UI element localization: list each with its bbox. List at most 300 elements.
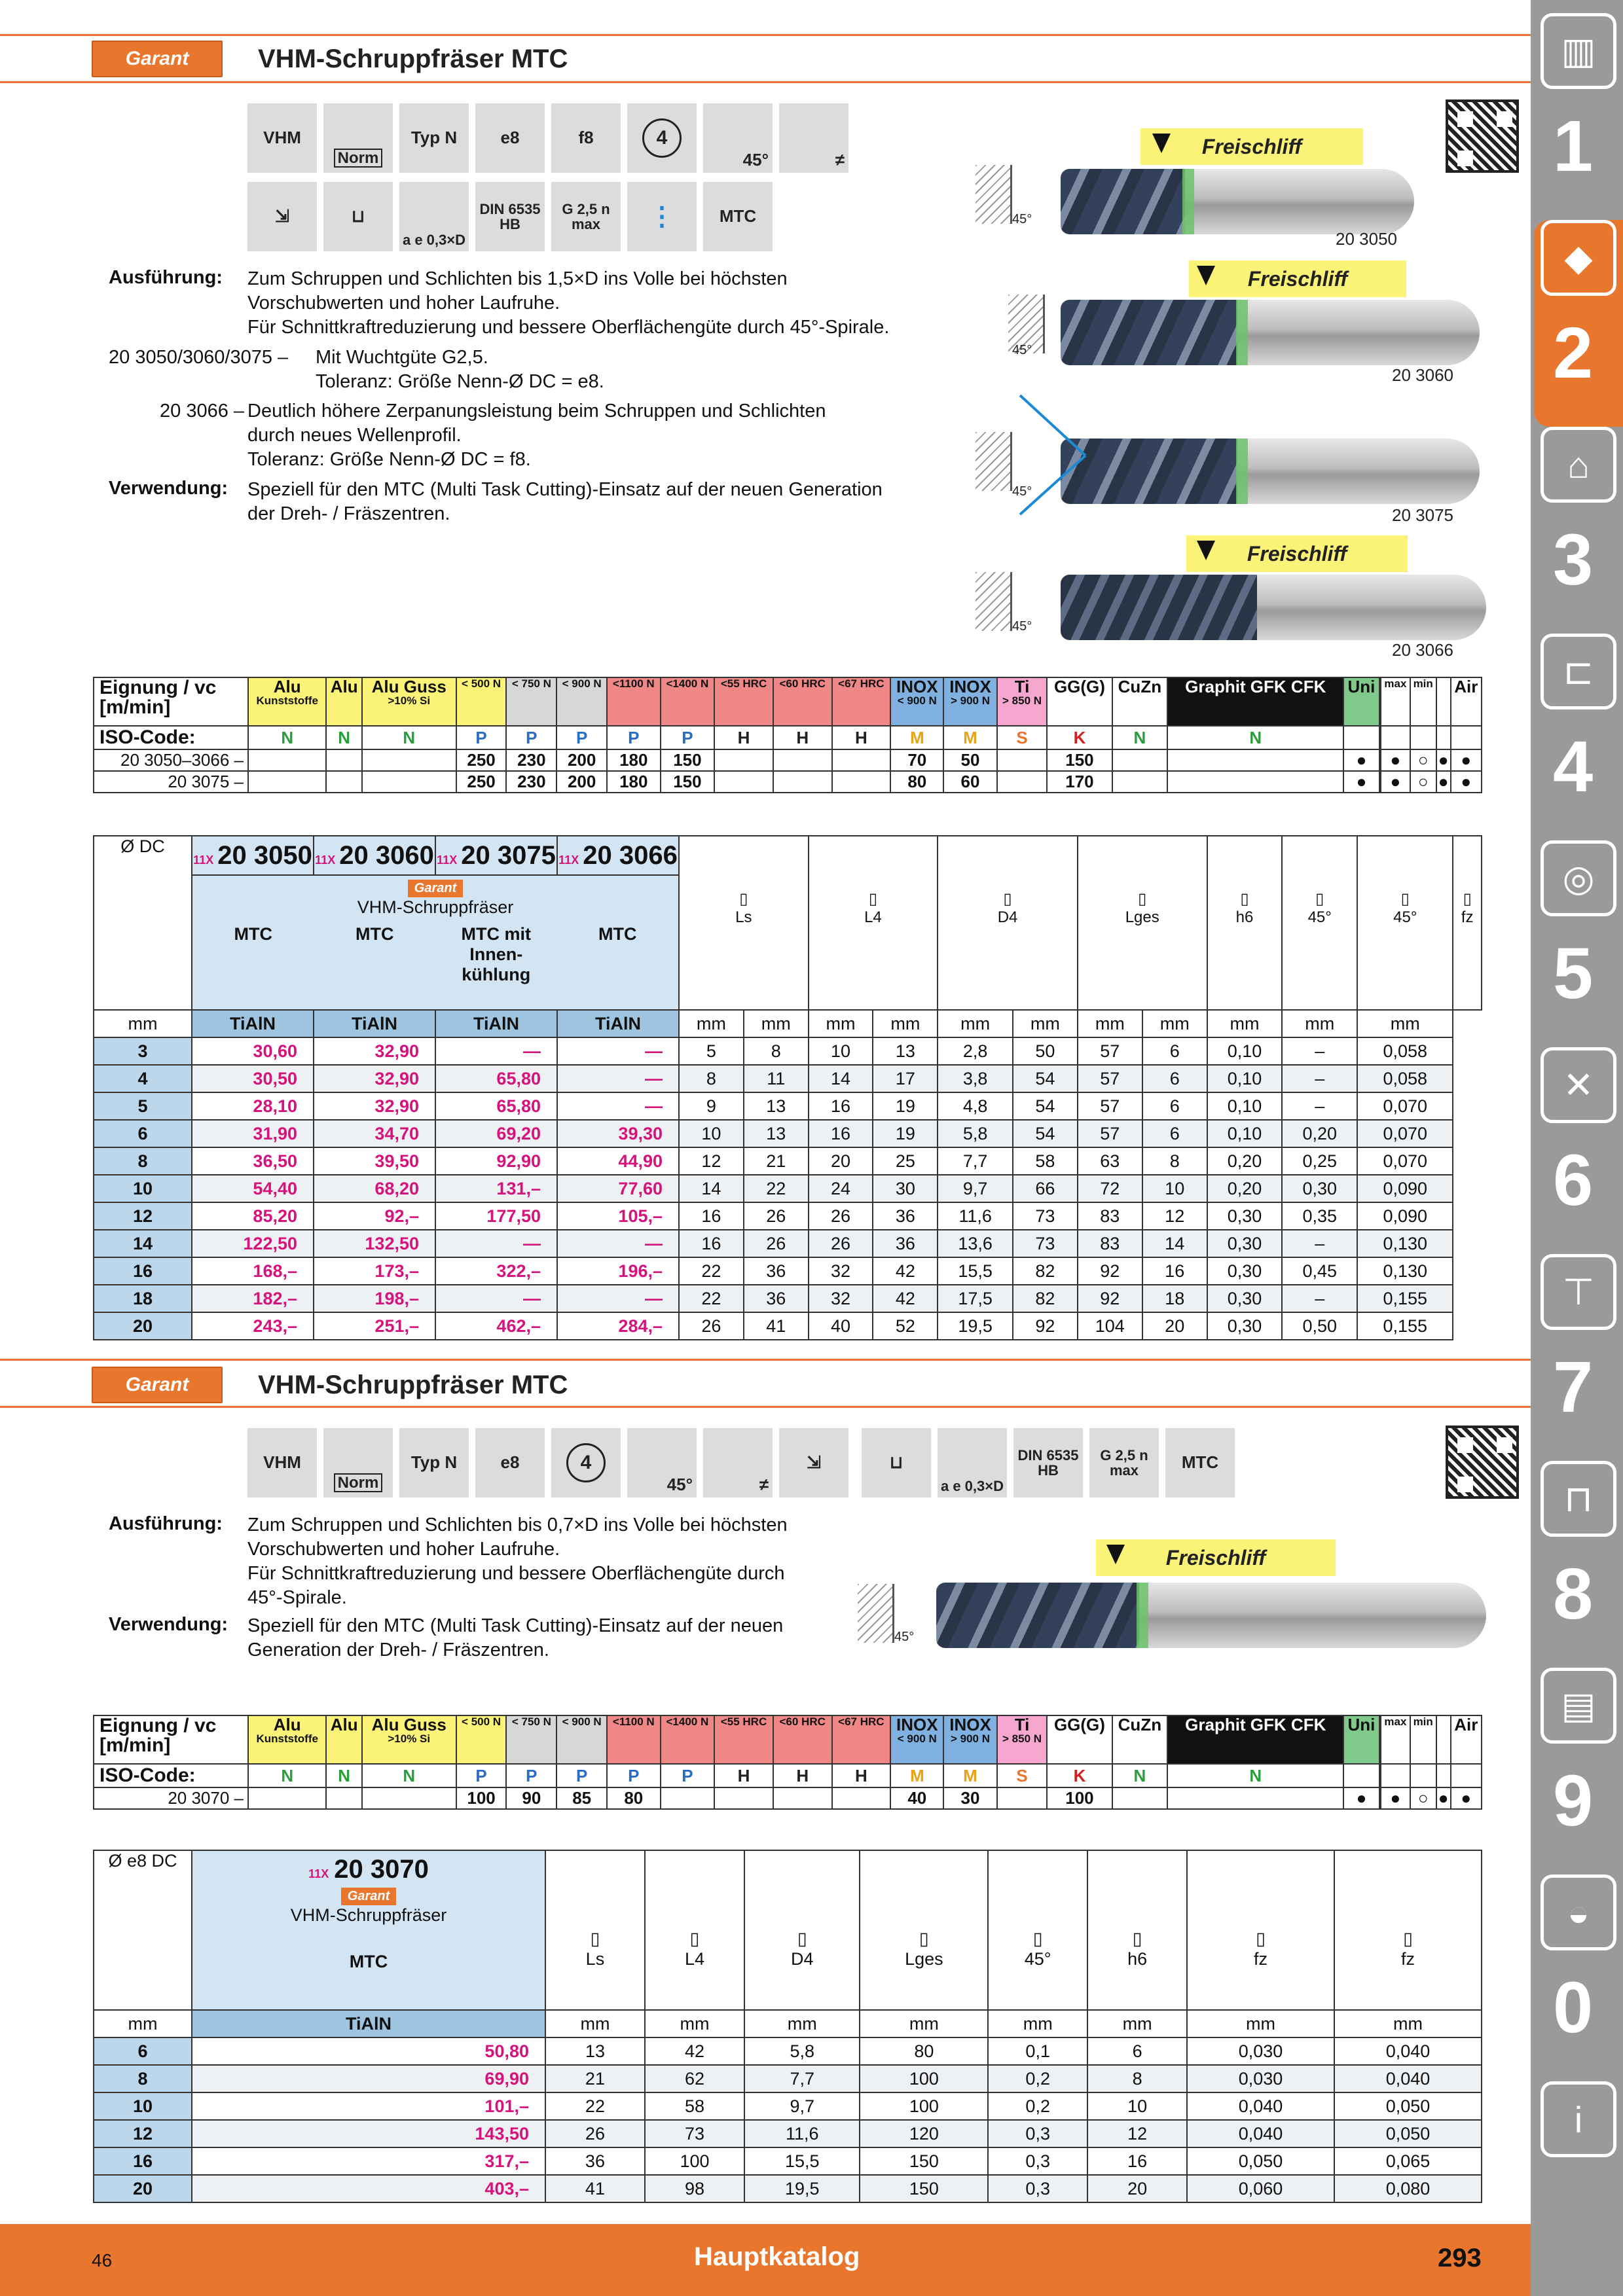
tool-ring (1182, 169, 1194, 234)
material-sub: <67 HRC (838, 677, 884, 690)
vc-value: ● (1381, 749, 1410, 771)
suitability-table-1 (93, 677, 1482, 793)
dimension-cell: 0,070 (1357, 1120, 1453, 1147)
vc-value: ○ (1410, 771, 1436, 793)
material-col-15 (1112, 677, 1168, 726)
coating-label: TiAlN (435, 1010, 557, 1037)
note-label-1: 20 3050/3060/3075 – (109, 347, 289, 368)
dimension-cell: 0,070 (1357, 1147, 1453, 1175)
diameter-cell: 14 (94, 1230, 192, 1257)
dimension-cell: 0,20 (1282, 1120, 1357, 1147)
dimension-cell: 3,8 (938, 1065, 1013, 1092)
material-col-4 (506, 1715, 556, 1764)
dimension-cell: 16 (809, 1120, 873, 1147)
angle-label: 45° (1012, 343, 1032, 357)
dimension-cell: 0,30 (1207, 1230, 1283, 1257)
helix-45-icon: 45° (703, 103, 773, 173)
chapter-number-0[interactable]: 0 (1553, 1967, 1594, 2048)
dimension-cell: 26 (744, 1202, 809, 1230)
iso-code: P (506, 1764, 556, 1787)
vc-value: 70 (890, 749, 943, 771)
dimension-cell: 42 (645, 2037, 744, 2065)
price-cell: 317,– (192, 2147, 545, 2175)
workbench-icon[interactable]: ⊓ (1541, 1461, 1616, 1537)
unit-mm: mm (94, 1010, 192, 1037)
dimension-cell: 63 (1078, 1147, 1142, 1175)
diameter-cell: 5 (94, 1092, 192, 1120)
vc-value (773, 1787, 832, 1809)
iso-code: H (832, 1764, 891, 1787)
iso-code: N (326, 1764, 361, 1787)
dimension-label: Ls (585, 1949, 605, 1969)
coating-label: TiAlN (192, 2010, 545, 2037)
price-cell: 105,– (557, 1202, 679, 1230)
material-col-11 (890, 677, 943, 726)
material-name: Alu Guss (371, 1715, 447, 1734)
price-cell: 101,– (192, 2092, 545, 2120)
tool-flute (1061, 300, 1237, 365)
dimension-cell: 0,130 (1357, 1230, 1453, 1257)
type-label: MTC (349, 1952, 388, 1971)
dimension-cell: 15,5 (938, 1257, 1013, 1285)
dimension-cell: 57 (1078, 1037, 1142, 1065)
dimension-label: fz (1400, 1949, 1415, 1969)
dimension-cell: 30 (873, 1175, 938, 1202)
vc-value: ○ (1410, 749, 1436, 771)
iso-code (1436, 1764, 1451, 1787)
dimension-cell: 0,040 (1334, 2065, 1482, 2092)
chapter-number-5[interactable]: 5 (1553, 933, 1594, 1014)
material-col-9 (773, 677, 832, 726)
material-sub: < 900 N (562, 1715, 602, 1728)
suitability-label: Eignung / vc [m/min] (94, 677, 248, 726)
dimension-cell: 22 (545, 2092, 645, 2120)
dimension-icon: ▯ (919, 1929, 929, 1948)
marker-icon (1197, 266, 1215, 285)
vc-value: ● (1381, 771, 1410, 793)
material-col-10 (832, 1715, 891, 1764)
chapter-number-6[interactable]: 6 (1553, 1140, 1594, 1221)
vc-value: 250 (456, 749, 507, 771)
pliers-icon[interactable]: ⊤ (1541, 1254, 1616, 1330)
material-name: INOX (896, 677, 938, 696)
material-col-3 (456, 1715, 507, 1764)
material-sub: <1400 N (666, 677, 709, 690)
unequal-pitch-icon: ≠ (703, 1428, 773, 1498)
iso-code (1410, 726, 1436, 749)
chapter-number-2[interactable]: 2 (1553, 313, 1594, 393)
coolant-icon: ⋮ (627, 182, 697, 251)
dimension-cell: – (1282, 1092, 1357, 1120)
material-name: Graphit GFK CFK (1185, 1715, 1326, 1734)
dimension-table-1 (93, 835, 1482, 1340)
chapter-number-8[interactable]: 8 (1553, 1554, 1594, 1634)
vc-value (714, 771, 773, 793)
page-number-left: 46 (92, 2250, 113, 2270)
vc-value (997, 749, 1048, 771)
price-cell: 243,– (192, 1312, 314, 1340)
material-col-12 (943, 677, 996, 726)
chapter-number-9[interactable]: 9 (1553, 1761, 1594, 1841)
unit-mm: mm (1207, 1010, 1283, 1037)
qr-code-icon[interactable] (1446, 1426, 1519, 1499)
iso-code: H (714, 1764, 773, 1787)
price-cell: 44,90 (557, 1147, 679, 1175)
diameter-cell: 20 (94, 1312, 192, 1340)
f8-icon: f8 (551, 103, 621, 173)
dimension-label: 45° (1393, 908, 1417, 926)
dimension-icon: ▯ (1132, 1929, 1142, 1948)
dimension-cell: 62 (645, 2065, 744, 2092)
dimension-cell: 9 (679, 1092, 744, 1120)
dimension-cell: 0,050 (1187, 2147, 1334, 2175)
collet-icon[interactable]: ⌂ (1541, 427, 1616, 503)
diameter-cell: 16 (94, 1257, 192, 1285)
material-col-14 (1047, 677, 1112, 726)
mtc-icon: MTC (1165, 1428, 1235, 1498)
slot-icon: ⊔ (862, 1428, 931, 1498)
dimension-cell: 19 (873, 1092, 938, 1120)
iso-code: N (326, 726, 361, 749)
dimension-cell: 150 (860, 2147, 988, 2175)
material-sub: <67 HRC (838, 1715, 884, 1728)
dimension-cell: 0,30 (1282, 1175, 1357, 1202)
unequal-pitch-icon: ≠ (779, 103, 848, 173)
dimension-cell: 0,080 (1334, 2175, 1482, 2202)
dimension-cell: 0,2 (988, 2065, 1087, 2092)
vc-value (362, 771, 456, 793)
dimension-cell: 12 (1142, 1202, 1207, 1230)
dimension-cell: 5 (679, 1037, 744, 1065)
material-sub: <55 HRC (720, 1715, 767, 1728)
dimension-label: L4 (864, 908, 882, 926)
iso-code: K (1047, 1764, 1112, 1787)
vc-value (248, 1787, 326, 1809)
iso-code: P (556, 726, 607, 749)
dimension-cell: 50 (1013, 1037, 1078, 1065)
dimension-cell: 80 (860, 2037, 988, 2065)
material-col-2 (362, 1715, 456, 1764)
material-col-0 (248, 677, 326, 726)
dimension-cell: 36 (873, 1230, 938, 1257)
dimension-cell: 10 (679, 1120, 744, 1147)
section-title-2: VHM-Schruppfräser MTC (258, 1371, 568, 1399)
dimension-cell: 0,155 (1357, 1312, 1453, 1340)
vc-value (326, 771, 361, 793)
vc-value: 85 (556, 1787, 607, 1809)
dimension-cell: 92 (1078, 1285, 1142, 1312)
dimension-cell: 10 (1142, 1175, 1207, 1202)
material-sub: Kunststoffe (256, 694, 318, 707)
qr-code-icon[interactable] (1446, 99, 1519, 173)
iso-code (1343, 1764, 1379, 1787)
plunge-icon: ⇲ (247, 182, 317, 251)
info-icon[interactable]: i (1541, 2081, 1616, 2157)
four-flutes-icon: 4 (551, 1428, 621, 1498)
iso-code (1381, 1764, 1410, 1787)
dimension-cell: 17 (873, 1065, 938, 1092)
iso-code (1343, 726, 1379, 749)
dimension-cell: 54 (1013, 1092, 1078, 1120)
dimension-cell: 13,6 (938, 1230, 1013, 1257)
diameter-cell: 8 (94, 1147, 192, 1175)
note-label-2: 20 3066 – (160, 401, 245, 422)
material-sub: <55 HRC (720, 677, 767, 690)
price-cell: 85,20 (192, 1202, 314, 1230)
material-col-21 (1436, 1715, 1451, 1764)
vc-value: ● (1451, 749, 1482, 771)
unit-mm: mm (1142, 1010, 1207, 1037)
vc-value (714, 1787, 773, 1809)
vc-value: 150 (661, 749, 715, 771)
iso-code: P (607, 726, 661, 749)
dimension-cell: 0,070 (1357, 1092, 1453, 1120)
material-col-2 (362, 677, 456, 726)
material-sub: max (1384, 677, 1407, 690)
chapter-number-4[interactable]: 4 (1553, 726, 1594, 807)
iso-code: N (362, 726, 456, 749)
diameter-cell: 3 (94, 1037, 192, 1065)
dimension-cell: 14 (1142, 1230, 1207, 1257)
dimension-cell: 42 (873, 1285, 938, 1312)
unit-mm: mm (744, 2010, 860, 2037)
marker-icon (1106, 1545, 1125, 1564)
slot-icon: ⊔ (323, 182, 393, 251)
price-cell: 182,– (192, 1285, 314, 1312)
vc-value: 30 (943, 1787, 996, 1809)
dimension-cell: 24 (809, 1175, 873, 1202)
diameter-cell: 10 (94, 2092, 192, 2120)
material-sub: < 900 N (562, 677, 602, 690)
material-sub: < 750 N (511, 1715, 551, 1728)
price-cell: 32,90 (314, 1065, 435, 1092)
vc-value (362, 1787, 456, 1809)
dimension-cell: 41 (545, 2175, 645, 2202)
dimension-cell: 0,10 (1207, 1092, 1283, 1120)
price-cell: 31,90 (192, 1120, 314, 1147)
chapter-number-7[interactable]: 7 (1553, 1347, 1594, 1427)
price-cell: 77,60 (557, 1175, 679, 1202)
ausfuehrung-label: Ausführung: (109, 267, 223, 288)
vc-value (832, 1787, 891, 1809)
dimension-cell: 11 (744, 1065, 809, 1092)
iso-code: N (1167, 1764, 1343, 1787)
iso-code (1436, 726, 1451, 749)
tool-id: 20 3060 (1392, 365, 1453, 385)
iso-code: S (997, 726, 1048, 749)
safety-gear-icon[interactable]: ◒ (1541, 1874, 1616, 1950)
iso-code: N (1112, 1764, 1168, 1787)
vc-value: 230 (506, 771, 556, 793)
dimension-cell: 0,50 (1282, 1312, 1357, 1340)
material-col-17 (1343, 1715, 1379, 1764)
price-cell: 122,50 (192, 1230, 314, 1257)
dimension-cell: 25 (873, 1147, 938, 1175)
material-sub: <60 HRC (779, 677, 826, 690)
vc-value: ● (1451, 771, 1482, 793)
ausfuehrung-text: Zum Schruppen und Schlichten bis 1,5×D ins Volle bei höchsten Vorschubwerten und hoher Laufruhe. Für Schnittkraftreduzierung und bessere Oberflächengüte durch 45°-Spirale. (247, 268, 890, 338)
dimension-icon: ▯ (1138, 890, 1147, 908)
material-col-15 (1112, 1715, 1168, 1764)
article-number: 20 3070 (334, 1855, 429, 1884)
saw-blade-icon[interactable]: ◎ (1541, 840, 1616, 916)
vc-value (997, 1787, 1048, 1809)
unit-mm: mm (1078, 1010, 1142, 1037)
vc-value (773, 771, 832, 793)
dimension-cell: 16 (809, 1092, 873, 1120)
material-name: INOX (949, 1715, 991, 1734)
dimension-cell: 13 (744, 1092, 809, 1120)
insert-icon[interactable]: ◆ (1541, 220, 1616, 296)
dimension-cell: 57 (1078, 1120, 1142, 1147)
dimension-cell: 0,1 (988, 2037, 1087, 2065)
vc-value (248, 771, 326, 793)
unit-mm: mm (809, 1010, 873, 1037)
vc-value (326, 749, 361, 771)
article-number: 20 3060 (339, 840, 434, 870)
dimension-cell: 0,30 (1207, 1285, 1283, 1312)
dimension-label: L4 (684, 1949, 704, 1969)
unit-mm: mm (1087, 2010, 1187, 2037)
dimension-cell: 13 (873, 1037, 938, 1065)
dimension-label: Lges (905, 1949, 943, 1969)
dimension-cell: 22 (679, 1285, 744, 1312)
dimension-cell: 83 (1078, 1202, 1142, 1230)
vc-value: 200 (556, 749, 607, 771)
price-cell: — (557, 1065, 679, 1092)
material-col-7 (661, 1715, 715, 1764)
dimension-cell: 14 (679, 1175, 744, 1202)
garant-logo: Garant (408, 880, 463, 897)
dimension-icon: ▯ (739, 890, 748, 908)
dimension-cell: 0,050 (1334, 2120, 1482, 2147)
iso-code: M (943, 1764, 996, 1787)
chapter-number-1[interactable]: 1 (1553, 106, 1594, 187)
iso-code: P (607, 1764, 661, 1787)
material-col-10 (832, 677, 891, 726)
dimension-cell: 6 (1142, 1120, 1207, 1147)
dimension-cell: – (1282, 1230, 1357, 1257)
vc-value (997, 771, 1048, 793)
dimension-label: Ls (735, 908, 752, 926)
vc-value (1167, 1787, 1343, 1809)
freischliff-label: Freischliff (1189, 260, 1406, 297)
vc-value: 100 (456, 1787, 507, 1809)
vc-value: ● (1343, 771, 1379, 793)
vc-value: 60 (943, 771, 996, 793)
dimension-cell: 72 (1078, 1175, 1142, 1202)
dimension-cell: 0,30 (1207, 1312, 1283, 1340)
wrench-icon[interactable]: ✕ (1541, 1047, 1616, 1123)
iso-label: ISO-Code: (94, 1764, 248, 1787)
vc-value (326, 1787, 361, 1809)
article-number: 20 3075 (461, 840, 556, 870)
material-col-16 (1167, 677, 1343, 726)
unit-mm: mm (744, 1010, 809, 1037)
chapter-number-3[interactable]: 3 (1553, 520, 1594, 600)
drill-icon[interactable]: ▥ (1541, 13, 1616, 89)
material-col-20 (1410, 1715, 1436, 1764)
material-name: Ti (1014, 1715, 1030, 1734)
material-sub: min (1413, 677, 1433, 690)
iso-code: N (248, 1764, 326, 1787)
iso-code: N (248, 726, 326, 749)
cabinet-icon[interactable]: ▤ (1541, 1668, 1616, 1744)
iso-code: M (890, 1764, 943, 1787)
dimension-cell: 0,35 (1282, 1202, 1357, 1230)
dimension-cell: 0,058 (1357, 1065, 1453, 1092)
dimension-cell: 41 (744, 1312, 809, 1340)
dimension-icon: ▯ (1032, 1929, 1043, 1948)
diameter-cell: 20 (94, 2175, 192, 2202)
freischliff-label: Freischliff (1186, 535, 1408, 572)
price-cell: — (557, 1092, 679, 1120)
tool-ring (1236, 300, 1248, 365)
dimension-cell: 26 (809, 1230, 873, 1257)
dimension-cell: 20 (1087, 2175, 1187, 2202)
material-name: Uni (1347, 1715, 1376, 1734)
tool-id: 20 3075 (1392, 505, 1453, 525)
unit-mm: mm (1334, 2010, 1482, 2037)
iso-code (1451, 726, 1482, 749)
vc-value: 180 (607, 749, 661, 771)
dimension-cell: 26 (809, 1202, 873, 1230)
note-text-1: Mit Wuchtgüte G2,5. Toleranz: Größe Nenn-Ø DC = e8. (316, 347, 604, 392)
material-col-8 (714, 1715, 773, 1764)
price-cell: 68,20 (314, 1175, 435, 1202)
dimension-cell: 58 (1013, 1147, 1078, 1175)
ausfuehrung-text-2: Zum Schruppen und Schlichten bis 0,7×D ins Volle bei höchsten Vorschubwerten und hoher Laufruhe. Für Schnittkraftreduzierung und bessere Oberflächengüte durch 45°-Spirale. (247, 1515, 788, 1608)
material-sub: >10% Si (388, 1732, 431, 1745)
material-col-4 (506, 677, 556, 726)
dimension-cell: 100 (860, 2065, 988, 2092)
price-cell: 168,– (192, 1257, 314, 1285)
vhm-icon: VHM (247, 1428, 317, 1498)
price-cell: 32,90 (314, 1037, 435, 1065)
dimension-cell: 20 (1142, 1312, 1207, 1340)
iso-code: S (997, 1764, 1048, 1787)
dimension-cell: 5,8 (938, 1120, 1013, 1147)
diameter-cell: 6 (94, 2037, 192, 2065)
material-sub: <1400 N (666, 1715, 709, 1728)
dimension-cell: 40 (809, 1312, 873, 1340)
dimension-label: fz (1461, 908, 1474, 926)
vc-value: 80 (607, 1787, 661, 1809)
material-col-5 (556, 677, 607, 726)
helix-45-icon: 45° (627, 1428, 697, 1498)
suitability-row-label: 20 3070 – (94, 1787, 248, 1809)
iso-code: M (943, 726, 996, 749)
hatch-45-icon (976, 572, 1012, 631)
dimension-icon: ▯ (868, 890, 878, 908)
caliper-icon[interactable]: ⊏ (1541, 634, 1616, 709)
dimension-cell: 0,058 (1357, 1037, 1453, 1065)
vc-value: ● (1436, 749, 1451, 771)
dimension-cell: 12 (1087, 2120, 1187, 2147)
material-sub: < 500 N (462, 677, 501, 690)
angle-label: 45° (1012, 619, 1032, 634)
dimension-cell: 18 (1142, 1285, 1207, 1312)
dimension-cell: 36 (744, 1285, 809, 1312)
e8-icon: e8 (475, 1428, 545, 1498)
vc-value: ○ (1410, 1787, 1436, 1809)
iso-code: P (661, 1764, 715, 1787)
price-cell: 36,50 (192, 1147, 314, 1175)
dimension-cell: – (1282, 1285, 1357, 1312)
diameter-cell: 18 (94, 1285, 192, 1312)
freischliff-label: Freischliff (1096, 1539, 1336, 1576)
diameter-cell: 16 (94, 2147, 192, 2175)
